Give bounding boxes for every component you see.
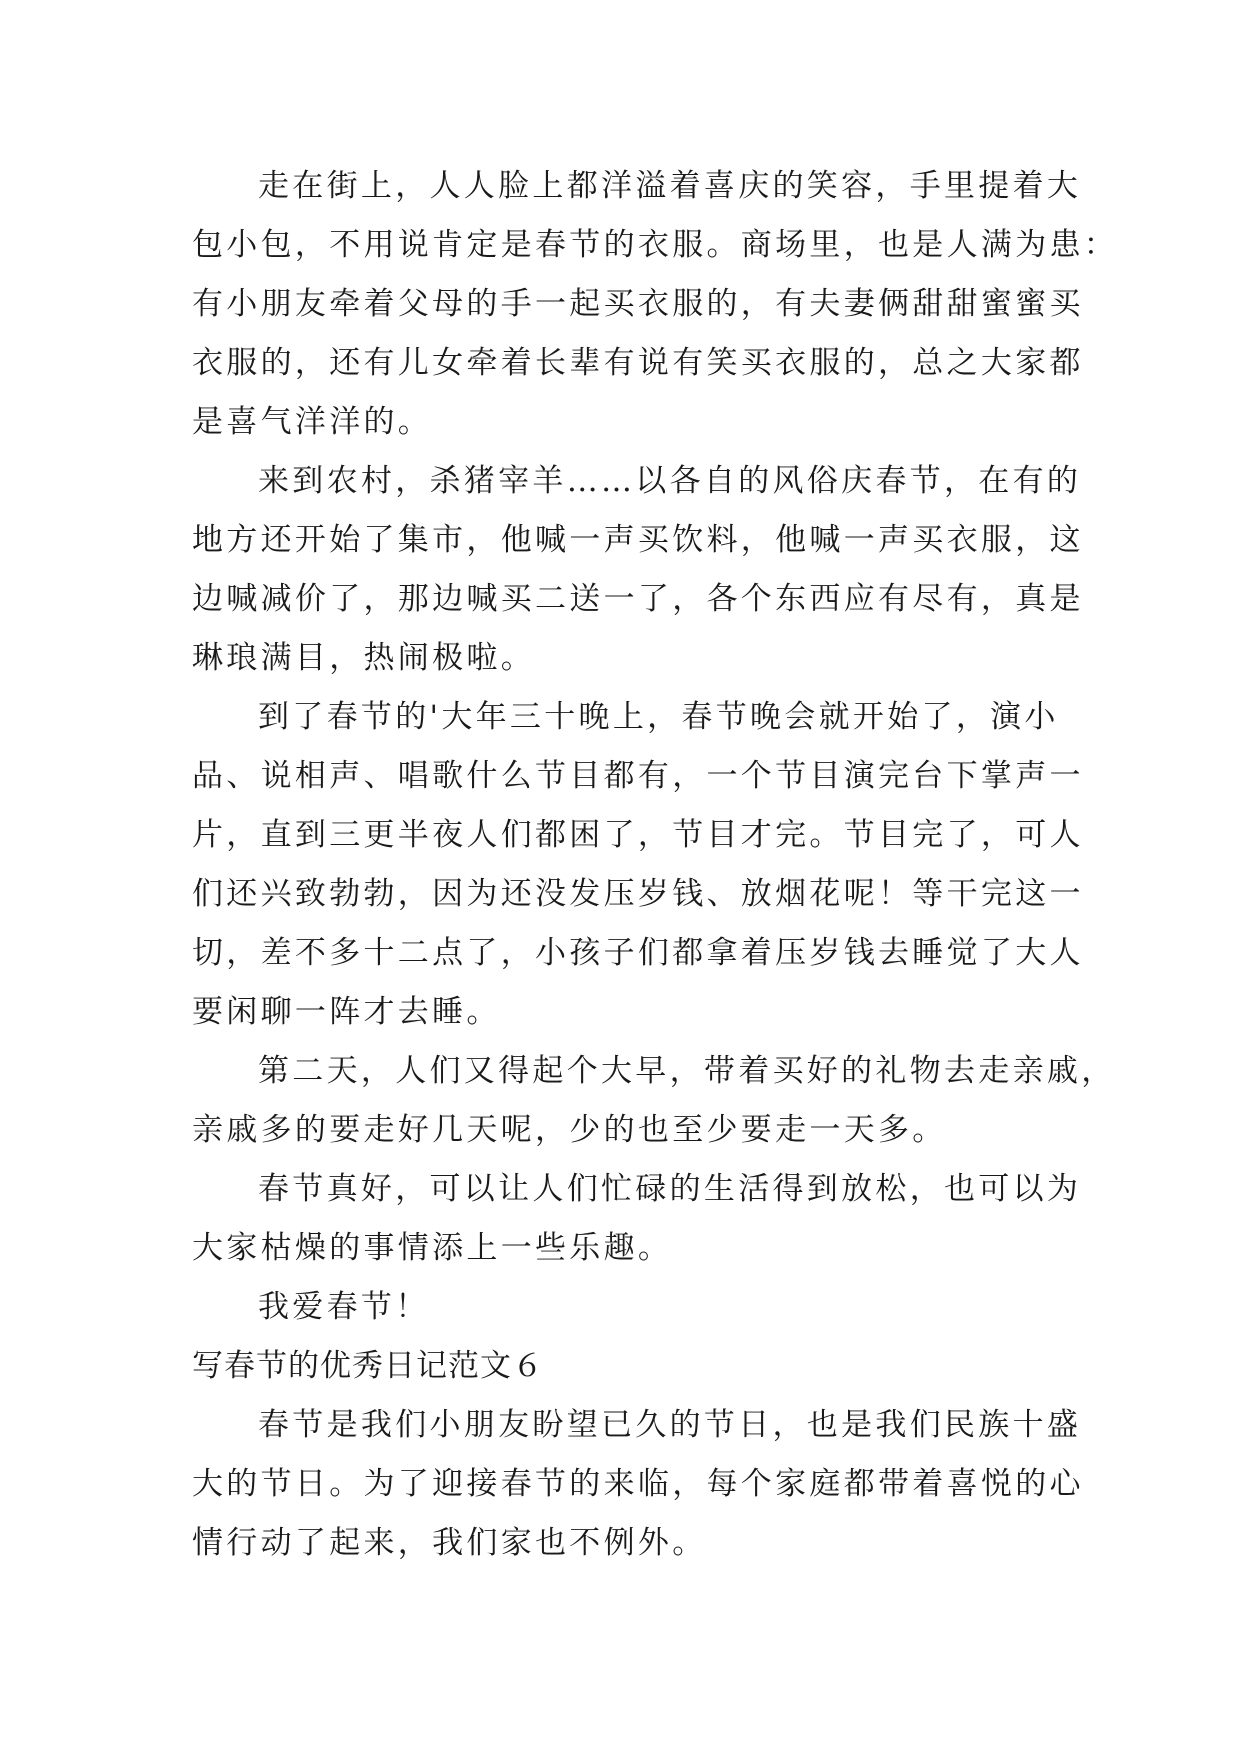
- text-line: 到了春节的'大年三十晚上，春节晚会就开始了，演小: [258, 699, 1059, 735]
- paragraph: [192, 452, 1084, 688]
- document-body: [192, 157, 1119, 1573]
- text-line: 衣服的，还有儿女牵着长辈有说有笑买衣服的，总之大家都: [192, 345, 1084, 381]
- text-line: 品、说相声、唱歌什么节目都有，一个节目演完台下掌声一: [192, 758, 1084, 794]
- text-line: 们还兴致勃勃，因为还没发压岁钱、放烟花呢！等干完这一: [192, 876, 1084, 912]
- text-line: 春节真好，可以让人们忙碌的生活得到放松，也可以为: [258, 1171, 1082, 1207]
- paragraph: [192, 1042, 1116, 1160]
- text-line: 我爱春节！: [258, 1289, 430, 1325]
- section-heading: [192, 1337, 1072, 1396]
- text-line: 大的节日。为了迎接春节的来临，每个家庭都带着喜悦的心: [192, 1466, 1084, 1502]
- text-line: 琳琅满目，热闹极啦。: [192, 640, 535, 676]
- paragraph: [192, 1160, 1082, 1278]
- text-line: 包小包，不用说肯定是春节的衣服。商场里，也是人满为患：: [192, 227, 1119, 263]
- text-line: 有小朋友牵着父母的手一起买衣服的，有夫妻俩甜甜蜜蜜买: [192, 286, 1084, 322]
- text-line: 情行动了起来，我们家也不例外。: [192, 1525, 707, 1561]
- text-line: 大家枯燥的事情添上一些乐趣。: [192, 1230, 673, 1266]
- paragraph: [192, 1396, 1084, 1573]
- text-line: 亲戚多的要走好几天呢，少的也至少要走一天多。: [192, 1112, 947, 1148]
- paragraph: [192, 157, 1119, 452]
- text-line: 边喊减价了，那边喊买二送一了，各个东西应有尽有，真是: [192, 581, 1084, 617]
- paragraph: [192, 1278, 1072, 1337]
- text-line: 春节是我们小朋友盼望已久的节日，也是我们民族十盛: [258, 1407, 1082, 1443]
- text-line: 切，差不多十二点了，小孩子们都拿着压岁钱去睡觉了大人: [192, 935, 1084, 971]
- text-line: 片，直到三更半夜人们都困了，节目才完。节目完了，可人: [192, 817, 1084, 853]
- text-line: 是喜气洋洋的。: [192, 404, 433, 440]
- paragraph: [192, 688, 1084, 1042]
- text-line: 来到农村，杀猪宰羊……以各自的风俗庆春节，在有的: [258, 463, 1082, 499]
- text-line: 地方还开始了集市，他喊一声买饮料，他喊一声买衣服，这: [192, 522, 1084, 558]
- text-line: 第二天，人们又得起个大早，带着买好的礼物去走亲戚，: [258, 1053, 1116, 1089]
- text-line: 要闲聊一阵才去睡。: [192, 994, 501, 1030]
- heading-text: 写春节的优秀日记范文６: [192, 1348, 544, 1384]
- text-line: 走在街上，人人脸上都洋溢着喜庆的笑容，手里提着大: [258, 168, 1082, 204]
